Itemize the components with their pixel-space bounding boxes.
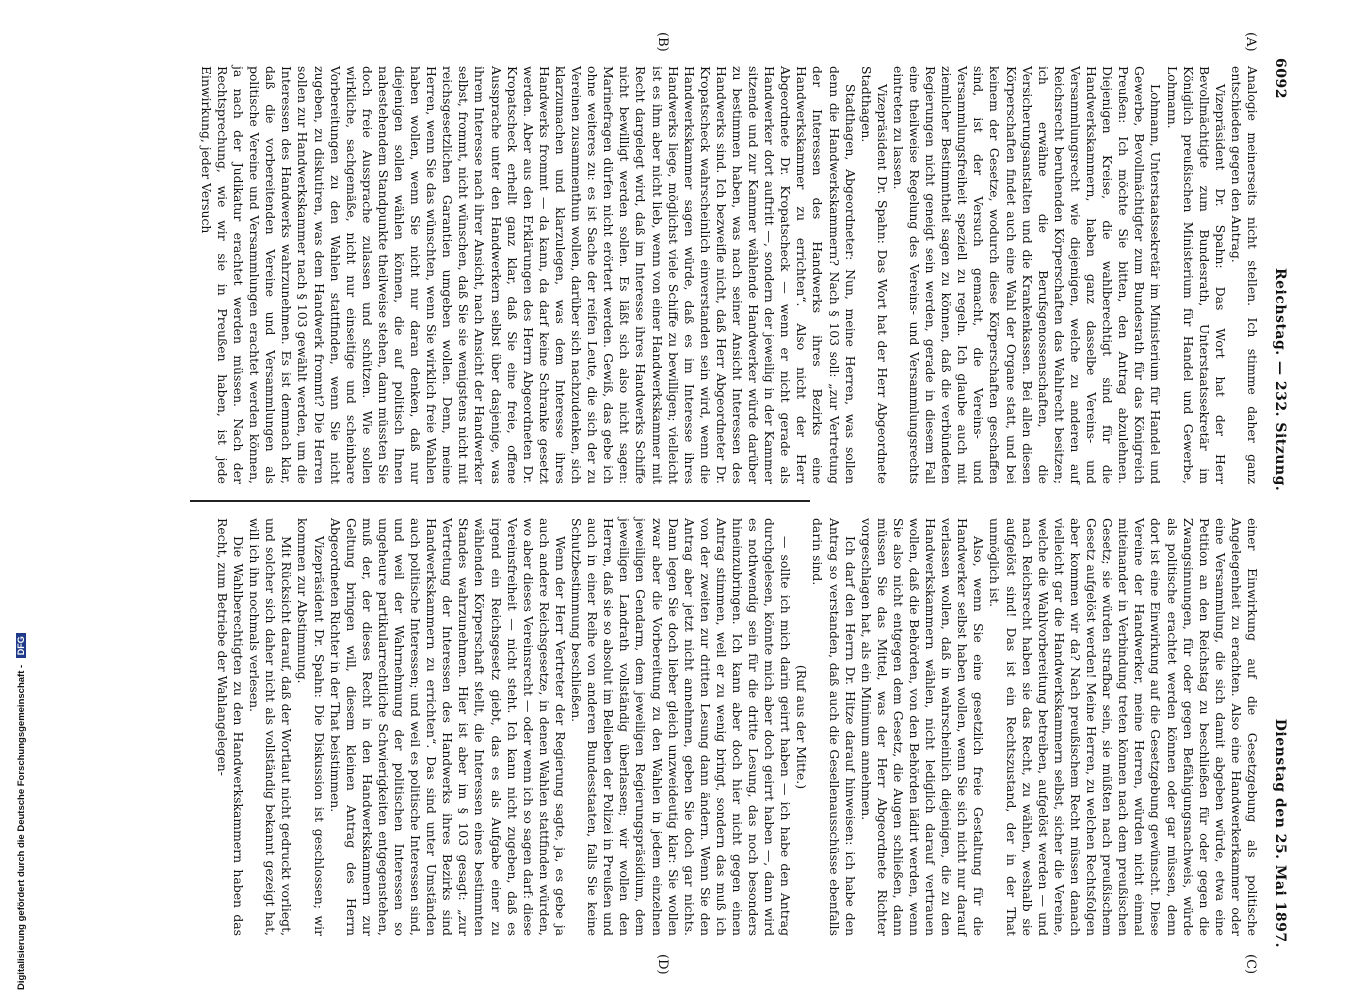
paragraph: Wenn der Herr Vertreter der Regierung sagte, ja, es gebe ja auch andere Reichsgesetze, in denen Wahlen stattfinden würden, wo aber dieses Vereinsrecht — oder wenn ich so sagen darf: diese Vereinsfreiheit — nicht steht. Ich kann nicht zugeben, daß es irgend ein Reichsgesetz giebt, das es als Aufgabe einer zu wählenden Körperschaft stellt, die Interessen eines bestimmten Standes wahrzunehmen. Hier ist aber im § 103 gesagt: „zur Vertretung der Interessen des Handwerks ihres Bezirks sind Handwerkskammern zu errichten“. Das sind unter Umständen auch politische Interessen; und weil es politische Interessen sind, und weil der Wahrnehmung der politischen Interessen so ungeheure partikularrechtliche Schwierigkeiten entgegenstehen, muß der, der dieses Recht in den Handwerkskammern zur Geltung bringen will, diesem kleinen Antrag des Herrn Abgeordneten Richter in der That beistimmen. (327, 518, 568, 936)
column-divider (190, 500, 810, 502)
paragraph: Mit Rücksicht darauf, daß der Wortlaut nicht gedruckt vorliegt, und solcher sich daher nicht als vollständig bekannt gezeigt hat, will ich ihn nochmals verlesen. (247, 518, 295, 937)
paragraph: — sollte ich mich darin geirrt haben — ich habe den Antrag durchgelesen, könnte mich aber doch geirrt haben —, dann wird es nothwendig sein für die dritte Lesung, das noch besonders hineinzubringen. Ich kann aber doch hier nicht gegen einen Antrag stimmen, weil er zu wenig bringt, sondern das muß ich von der zweiten zur dritten Lesung dann ändern. Wenn Sie den Antrag aber jetzt nicht annehmen, geben Sie doch gar nichts. Dann legen Sie doch lieber gleich unzweideutig klar: Sie wollen zwar aber die Vorbereitung zu den Wahlen in jedem einzelnen jeweiligen Gendarm, dem jeweiligen Regierungspräsidium, dem jeweiligen Landrath vollständig überlassen; wir wollen den Herren, daß sie so absolut im Belieben der Polizei in Preußen und auch in einer Reihe von anderen Bundesstaaten, falls Sie keine Schutzbestimmung beschließen. (569, 518, 794, 936)
interjection: (Ruf aus der Mitte.) (794, 664, 810, 790)
rotated-newspaper-page (60, 32, 1290, 975)
paragraph: Also, wenn Sie eine gesetzlich freie Gestaltung für die Handwerker selbst haben wollen, wenn Sie sich nicht nur darauf verlassen wollen, daß in wahrscheinlich diejenigen, die zu den Handwerkskammern wählen, nicht lediglich darauf vertrauen wollen, daß die Behörden, von den Behörden lädirt werden, wenn Sie also nicht entgegen dem Gesetz, die Augen schließen, dann müssen Sie das Mittel, was der Herr Abgeordnete Richter vorgeschlagen hat, als ein Minimum annehmen. (858, 518, 987, 936)
header-date: Dienstag den 25. Mai 1897. (1272, 718, 1288, 948)
margin-mark-b: (B) (655, 32, 670, 52)
left-column (198, 66, 1260, 484)
page-number: 6092 (1272, 58, 1288, 99)
right-column (214, 518, 1260, 936)
paragraph: Stadthagen, Abgeordneter: Nun, meine Herren, was sollen denn die Handwerkskammern? Nach § 103 soll: „zur Vertretung der Interessen des Handwerks ihres Bezirks eine Handwerkskammer zu errichten“. Also nicht der Herr Abgeordnete Dr. Kropatscheck — wenn er nicht gerade als Handwerker dort auftritt —, sondern der jeweilig in der Kammer sitzende und zur Kammer wählende Handwerker würde darüber zu bestimmen haben, was nach seiner Ansicht Interessen des Handwerks sind. Ich bezweifle nicht, daß Herr Abgeordneter Dr. Kropatscheck wahrscheinlich einverstanden sein wird, wenn die Handwerkskammer sagen würde, daß es im Interesse ihres Handwerks liege, möglichst viele Schiffe zu bewilligen; vielleicht ist es ihm aber nicht lieb, wenn von einer Handwerkskammer mit Recht dargelegt wird, daß im Interesse ihres Handwerks Schiffe nicht bewilligt werden sollen. Es läßt sich also nicht sagen: Marinefragen dürfen nicht erörtert werden. Gewiß, das gebe ich ohne weiteres zu: es ist Sache der reifen Leute, die sich der zu Vereinen zusammenthun wollen, darüber sich nachzudenken, sich klarzumachen und klarzulegen, was dem Interesse ihres Handwerks frommt — da kann, da darf keine Schranke gesetzt werden. Aber aus den Erklärungen des Herrn Abgeordneten Dr. Kropatscheck erhellt ganz klar, daß Sie eine freie, offene Aussprache unter den Handwerkern selbst über dasjenige, was ihrem Interesse nach ihrer Ansicht, nach Ansicht der Handwerker selbst, frommt, nicht wünschen, daß Sie sie wenigstens nicht mit reichsgesetzlichen Garantien umgeben wollen. Denn, meine Herren, wenn Sie das wünschten, wenn Sie wirklich freie Wahlen haben wollen, wenn Sie nicht nur daran denken, daß nur diejenigen sollen wählen können, die auf politisch Ihnen nahestehendem Standpunkte theilweise stehen, dann müssten Sie doch freie Aussprache zulassen und schützen. Wie sollen wirkliche, sachgemäße, nicht nur einseitige und scheinbare Vorbereitungen zu den Wahlen stattfinden, wenn Sie nicht zugeben, zu diskutiren, was dem Handwerk frommt? Die Herren sollen zur Handwerkskammer nach § 103 gewählt werden, um die Interessen des Handwerks wahrzunehmen. Es ist demnach klar, daß die vorbereitenden Vereine und Versammlungen als politische Vereine und Versammlungen erachtet werden können, ja nach der Judikatur erachtet werden müssen. Nach der Rechtsprechung, wie wir sie in Preußen haben, ist jede Einwirkung, jeder Versuch (198, 66, 858, 484)
page-header (1264, 58, 1290, 948)
paragraph: Vizepräsident Dr. Spahn: Die Diskussion ist geschlossen; wir kommen zur Abstimmung. (295, 518, 327, 936)
credit-text: Digitalisierung gefördert durch die Deutsche Forschungsgemeinschaft - (16, 664, 27, 990)
margin-mark-c: (C) (1243, 954, 1258, 975)
margin-mark-a: (A) (1243, 32, 1258, 52)
paragraph: Vizepräsident Dr. Spahn: Das Wort hat der Herr Abgeordnete Stadthagen. (858, 66, 890, 484)
header-title: Reichstag. — 232. Sitzung. (1272, 268, 1288, 492)
paragraph: Analogie meinerseits nicht stellen. Ich stimme daher ganz entschieden gegen den Antrag. (1228, 66, 1260, 484)
paragraph: Vizepräsident Dr. Spahn: Das Wort hat der Herr Bevollmächtigte zum Bundesrath, Unterstaatssekretär im Königlich preußischen Ministerium für Handel und Gewerbe, Lohmann. (1164, 66, 1228, 484)
paragraph: Die Wahlberechtigten zu den Handwerkskammern haben das Recht, zum Betriebe der Wahlangelegen- (215, 518, 247, 936)
margin-mark-d: (D) (655, 954, 670, 975)
digitization-credit (16, 30, 27, 990)
paragraph: Ich darf den Herrn Dr. Hitze darauf hinweisen: ich habe den Antrag so verstanden, daß auch die Gesellenausschüsse ebenfalls darin sind. (810, 518, 858, 936)
dfg-logo: DFG (16, 633, 26, 658)
paragraph: Lohmann, Unterstaatssekretär im Ministerium für Handel und Gewerbe, Bevollmächtigter zum Bundesrath für das Königreich Preußen: Ich möchte Sie bitten, den Antrag abzulehnen. Diejenigen Kreise, die wahlberechtigt sind für die Handwerkskammern, haben ganz dasselbe Vereins- und Versammlungsrecht wie diejenigen, welche zu anderen auf Reichsrecht beruhenden Körperschaften das Wahlrecht besitzen; ich erwähne die Berufsgenossenschaften, die Versicherungsanstalten und die Krankenkassen. Bei allen diesen Körperschaften findet auch eine Wahl der Organe statt, und bei keinem der Gesetze, wodurch diese Körperschaften geschaffen sind, ist der Versuch gemacht, die Vereins- und Versammlungsfreiheit speziell zu regeln. Ich glaube auch mit ziemlicher Bestimmtheit sagen zu können, daß die verbündeten Regierungen nicht geneigt sein werden, gerade in diesem Fall eine theilweise Regelung des Vereins- und Versammlungsrechts eintreten zu lassen. (890, 66, 1164, 484)
paragraph: einer Einwirkung auf die Gesetzgebung als politische Angelegenheit zu erachten. Also eine Handwerkerkammer oder eine Versammlung, die sich damit abgeben würde, etwa eine Petition an den Reichstag zu beschließen für oder gegen die Zwangsinnungen, für oder gegen Befähigungsnachweis, würde als politische erachtet werden können oder gar müssen, denn dort ist eine Einwirkung auf die Gesetzgebung gewünscht. Diese Vereine der Handwerker, meine Herren, würden nicht einmal miteinander in Verbindung treten können nach dem preußischen Gesetz; sie würden strafbar sein, sie müßten nach preußischem Gesetz aufgelöst werden! Meine Herren, zu welchen Rechtsfolgen aber kommen wir da? Nach preußischem Recht müssen danach vielleicht gar die Handwerkskammern selbst, sicher die Vereine, welche die Wahlvorbereitung betreiben, aufgelöst werden — und nach Reichsrecht haben sie das Recht, zu wählen, weshalb sie aufgelöst sind! Das ist ein Rechtszustand, der in der That unmöglich ist. (987, 518, 1260, 936)
